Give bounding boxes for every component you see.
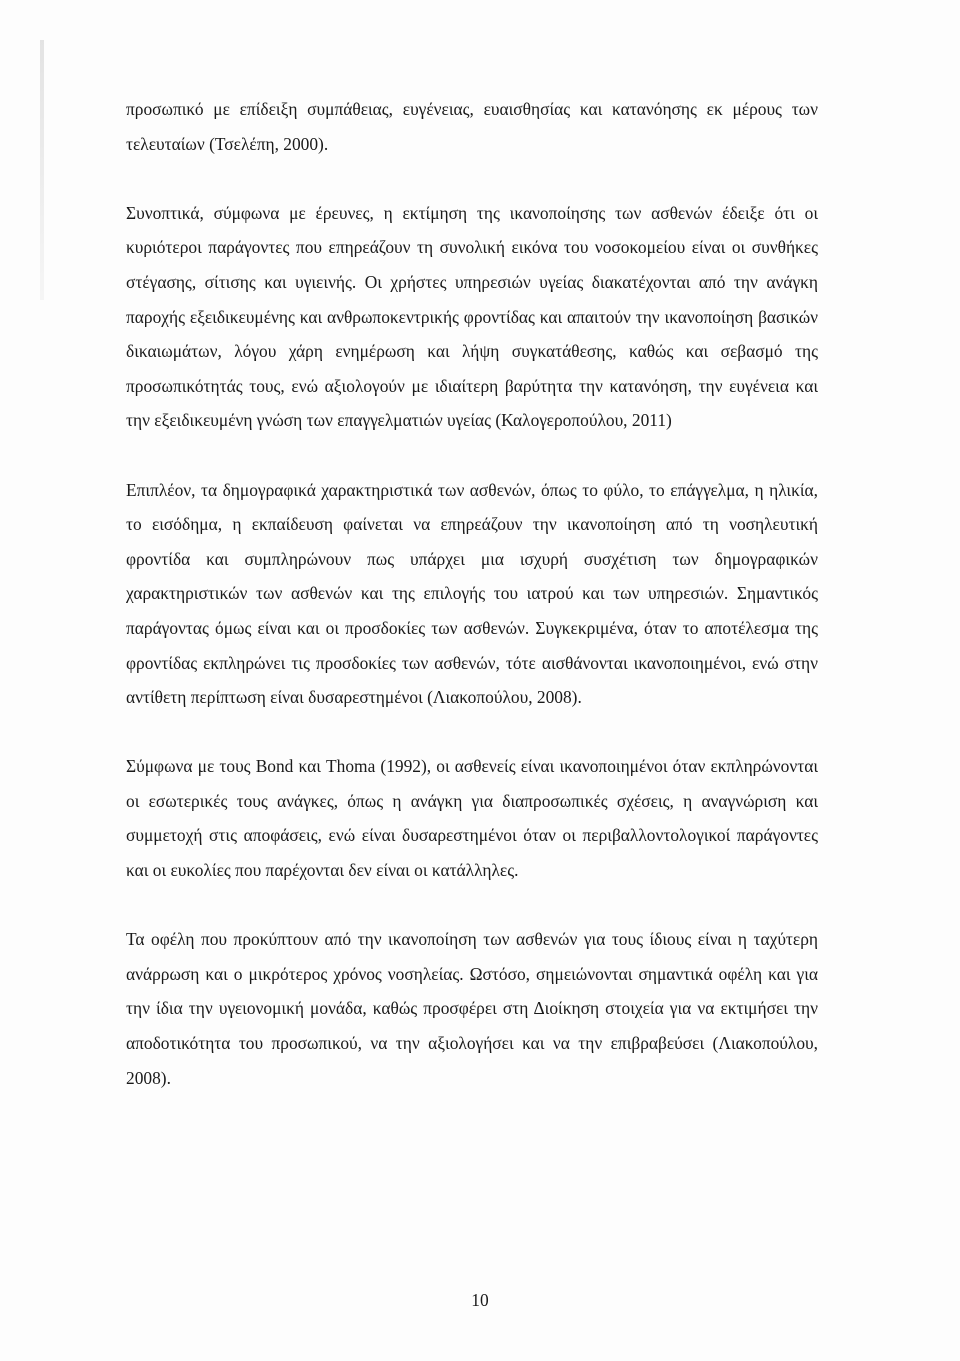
- page-number: 10: [471, 1290, 489, 1310]
- paragraph-demographics: Επιπλέον, τα δημογραφικά χαρακτηριστικά των ασθενών, όπως το φύλο, το επάγγελμα, η ηλικία, το εισόδημα, η εκπαίδευση φαίνεται να επηρεάζουν την ικανοποίηση από τη νοσηλευτική φροντίδα και συμπληρώνουν πως υπάρχει μια ισχυρή συσχέτιση των δημογραφικών χαρακτηριστικών των ασθενών και της επιλογής του ιατρού και των υπηρεσιών. Σημαντικός παράγοντας όμως είναι και οι προσδοκίες των ασθενών. Συγκεκριμένα, όταν το αποτέλεσμα της φροντίδας εκπληρώνει τις προσδοκίες των ασθενών, τότε αισθάνονται ικανοποιημένοι, ενώ στην αντίθετη περίπτωση είναι δυσαρεστημένοι (Λιακοπούλου, 2008).: [126, 479, 818, 708]
- paragraph-spacer: [126, 888, 818, 923]
- paragraph-spacer: [126, 715, 818, 750]
- paragraph-benefits: Τα οφέλη που προκύπτουν από την ικανοποίηση των ασθενών για τους ίδιους είναι η ταχύτερη ανάρρωση και ο μικρότερος χρόνος νοσηλείας. Ωστόσο, σημειώνονται σημαντικά οφέλη και για την ίδια την υγειονομική μονάδα, καθώς προσφέρει στη Διοίκηση στοιχεία για να εκτιμήσει την αποδοτικότητα του προσωπικού, να την αξιολογήσει και να την επιβραβεύσει (Λιακοπούλου, 2008).: [126, 929, 818, 1088]
- paragraph-continuation: προσωπικό με επίδειξη συμπάθειας, ευγένειας, ευαισθησίας και κατανόησης εκ μέρους των τελευταίων (Τσελέπη, 2000).: [126, 99, 818, 154]
- paragraph-spacer: [126, 161, 818, 196]
- paragraph-summary: Συνοπτικά, σύμφωνα με έρευνες, η εκτίμηση της ικανοποίησης των ασθενών έδειξε ότι οι κυριότεροι παράγοντες που επηρεάζουν τη συνολική εικόνα του νοσοκομείου είναι οι συνθήκες στέγασης, σίτισης και υγιεινής. Οι χρήστες υπηρεσιών υγείας διακατέχονται από την ανάγκη παροχής εξειδικευμένης και ανθρωποκεντρικής φροντίδας και απαιτούν την ικανοποίηση βασικών δικαιωμάτων, λόγου χάρη ενημέρωση και λήψη συγκατάθεσης, καθώς και σεβασμό της προσωπικότητάς τους, ενώ αξιολογούν με ιδιαίτερη βαρύτητα την κατανόηση, την ευγένεια και την εξειδικευμένη γνώση των επαγγελματιών υγείας (Καλογεροπούλου, 2011): [126, 202, 818, 431]
- scan-edge-shadow: [40, 40, 44, 300]
- document-body: [126, 92, 818, 1095]
- paragraph-spacer: [126, 438, 818, 473]
- paragraph-bond-thoma: Σύμφωνα με τους Bond και Thoma (1992), οι ασθενείς είναι ικανοποιημένοι όταν εκπληρώνονται οι εσωτερικές τους ανάγκες, όπως η ανάγκη για διαπροσωπικές σχέσεις, η αναγνώριση και συμμετοχή στις αποφάσεις, ενώ είναι δυσαρεστημένοι όταν οι περιβαλλοντολογικοί παράγοντες και οι ευκολίες που παρέχονται δεν είναι οι κατάλληλες.: [126, 756, 818, 881]
